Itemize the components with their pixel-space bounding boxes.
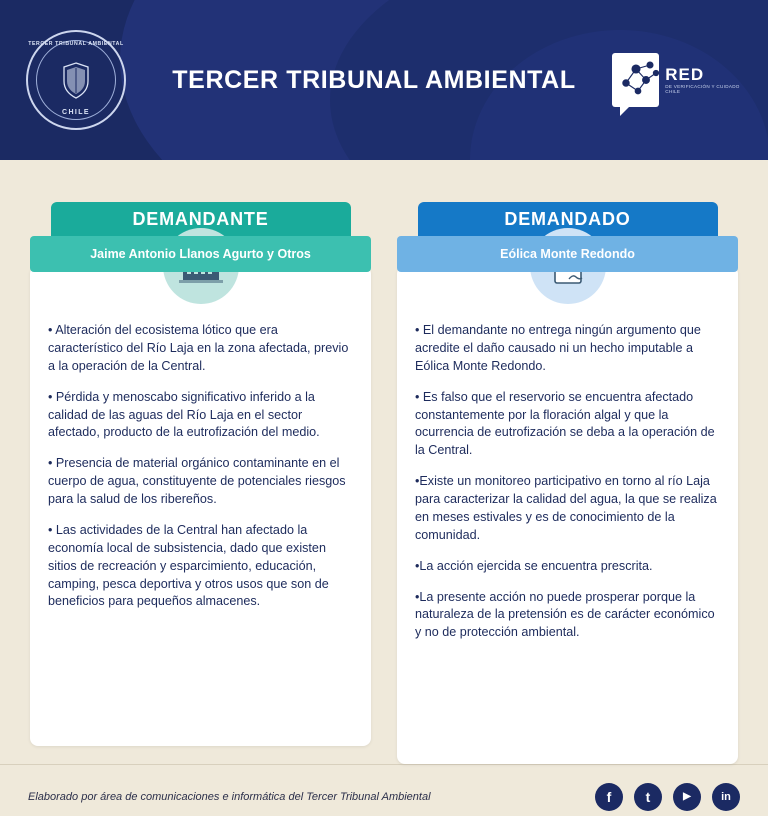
bullet-item: •La acción ejercida se encuentra prescrita. — [415, 558, 653, 573]
red-network-bubble-icon — [612, 49, 742, 111]
red-logo-name: RED — [665, 64, 705, 84]
bullet-list-demandado — [415, 322, 720, 642]
content-area — [0, 160, 768, 764]
bullet-item: • Pérdida y menoscabo significativo inferido a la calidad de las aguas del Río Laja en el sector afectado, producto de la eutrofización del medio. — [48, 389, 320, 440]
seal-top-text: TERCER TRIBUNAL AMBIENTAL — [28, 41, 124, 47]
youtube-icon[interactable]: ▶ — [673, 783, 701, 811]
card-demandante — [30, 266, 371, 746]
page-footer — [0, 764, 768, 816]
bullet-item: •La presente acción no puede prosperar porque la naturaleza de la pretensión es de carácter económico y no de protección ambiental. — [415, 589, 715, 640]
page-title: TERCER TRIBUNAL AMBIENTAL — [172, 65, 576, 94]
column-title-demandante: DEMANDANTE — [51, 202, 351, 236]
tribunal-seal — [26, 30, 126, 130]
bullet-item: • Es falso que el reservorio se encuentra afectado constantemente por la floración algal y que la ocurrencia de eutrofización se deba a la operación de la Central. — [415, 389, 715, 458]
social-links — [595, 783, 740, 811]
linkedin-icon[interactable]: in — [712, 783, 740, 811]
column-demandado — [397, 202, 738, 764]
bullet-item: • El demandante no entrega ningún argumento que acredite el daño causado ni un hecho imputable a Eólica Monte Redondo. — [415, 323, 701, 373]
bullet-list-demandante — [48, 322, 353, 611]
column-title-demandado: DEMANDADO — [418, 202, 718, 236]
seal-bottom-text: CHILE — [62, 109, 90, 116]
red-logo-tagline: DE VERIFICACIÓN Y CUIDADO CHILE — [665, 83, 740, 94]
party-name-demandante: Jaime Antonio Llanos Agurto y Otros — [30, 236, 371, 272]
footer-credit: Elaborado por área de comunicaciones e informática del Tercer Tribunal Ambiental — [28, 790, 431, 803]
card-demandado — [397, 266, 738, 764]
bullet-item: • Alteración del ecosistema lótico que era característico del Río Laja en la zona afectada, previo a la operación de la Central. — [48, 323, 349, 373]
party-name-demandado: Eólica Monte Redondo — [397, 236, 738, 272]
facebook-icon[interactable]: f — [595, 783, 623, 811]
bullet-item: • Presencia de material orgánico contaminante en el cuerpo de agua, constituyente de potenciales riesgos para la salud de los ribereños. — [48, 456, 346, 506]
column-demandante — [30, 202, 371, 746]
coat-of-arms-icon — [59, 59, 93, 101]
page-header — [0, 0, 768, 160]
bullet-item: • Las actividades de la Central han afectado la economía local de subsistencia, dado que existen sitios de recreación y esparcimiento, educación, camping, pesca deportiva y otros usos que son de beneficios para pequeños almacenes. — [48, 522, 329, 609]
twitter-icon[interactable]: t — [634, 783, 662, 811]
bullet-item: •Existe un monitoreo participativo en torno al río Laja para caracterizar la calidad del agua, la que se realiza en meses estivales y es de conocimiento de la comunidad. — [415, 474, 717, 542]
